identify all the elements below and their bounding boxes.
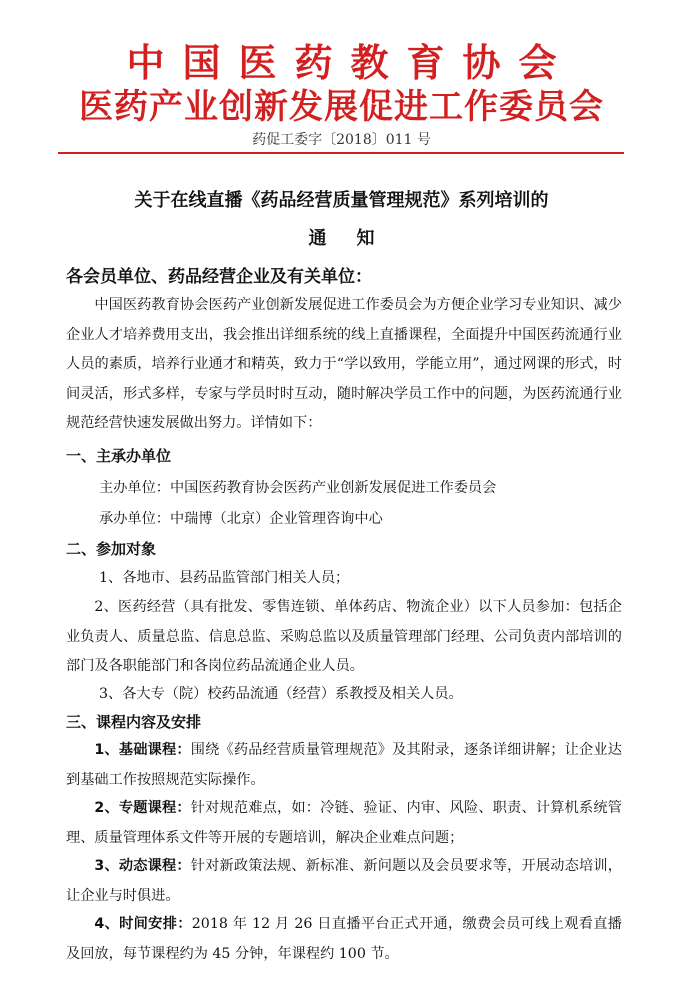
course-item-label: 4、时间安排： [94, 916, 192, 932]
participant-item: 1、各地市、县药品监管部门相关人员； [99, 570, 350, 586]
section-heading-courses: 三、课程内容及安排 [66, 713, 202, 731]
organizer-unit: 承办单位：中瑞博（北京）企业管理咨询中心 [99, 511, 383, 527]
letterhead-org-name: 中国医药教育协会 [126, 41, 575, 85]
host-unit: 主办单位：中国医药教育协会医药产业创新发展促进工作委员会 [99, 480, 497, 496]
course-item-label: 2、专题课程： [94, 800, 191, 816]
course-item [66, 910, 622, 969]
participant-item: 3、各大专（院）校药品流通（经营）系教授及相关人员。 [99, 686, 463, 702]
letterhead-committee-name: 医药产业创新发展促进工作委员会 [79, 87, 604, 127]
course-item [66, 736, 622, 795]
letterhead-divider [58, 152, 624, 154]
course-item-text: 围绕《药品经营质量管理规范》及其附录，逐条详细讲解；让企业达到基础工作按照规范实际操作。 [66, 742, 622, 788]
course-item-text: 针对规范难点，如：冷链、验证、内审、风险、职责、计算机系统管理、质量管理体系文件等开展的专题培训，解决企业难点问题； [66, 800, 622, 846]
participant-item: 2、医药经营（具有批发、零售连锁、单体药店、物流企业）以下人员参加：包括企业负责人、质量总监、信息总监、采购总监以及质量管理部门经理、公司负责内部培训的部门及各职能部门和各岗位药品流通企业人员。 [66, 599, 622, 674]
course-item-text: 针对新政策法规、新标准、新问题以及会员要求等，开展动态培训，让企业与时俱进。 [66, 858, 622, 904]
document-number: 药促工委字〔2018〕011 号 [252, 132, 431, 148]
notice-title: 关于在线直播《药品经营质量管理规范》系列培训的 [134, 190, 549, 211]
course-item [66, 794, 622, 853]
section-heading-organizers: 一、主承办单位 [66, 447, 172, 465]
course-item-label: 1、基础课程： [94, 742, 191, 758]
course-item [66, 852, 622, 911]
notice-title-suffix: 通知 [308, 228, 405, 249]
salutation: 各会员单位、药品经营企业及有关单位： [66, 267, 372, 287]
section-heading-participants: 二、参加对象 [66, 540, 157, 558]
intro-paragraph: 中国医药教育协会医药产业创新发展促进工作委员会为方便企业学习专业知识、减少企业人才培养费用支出，我会推出详细系统的线上直播课程，全面提升中国医药流通行业人员的素质，培养行业通才和精英，致力于“学以致用，学能立用”，通过网课的形式，时间灵活，形式多样，专家与学员时时互动，随时解决学员工作中的问题，为医药流通行业规范经营快速发展做出努力。详情如下： [66, 297, 622, 431]
course-item-label: 3、动态课程： [94, 858, 191, 874]
course-item-text: 2018 年 12 月 26 日直播平台正式开通，缴费会员可线上观看直播及回放，每节课程约为 45 分钟，年课程约 100 节。 [66, 916, 622, 962]
